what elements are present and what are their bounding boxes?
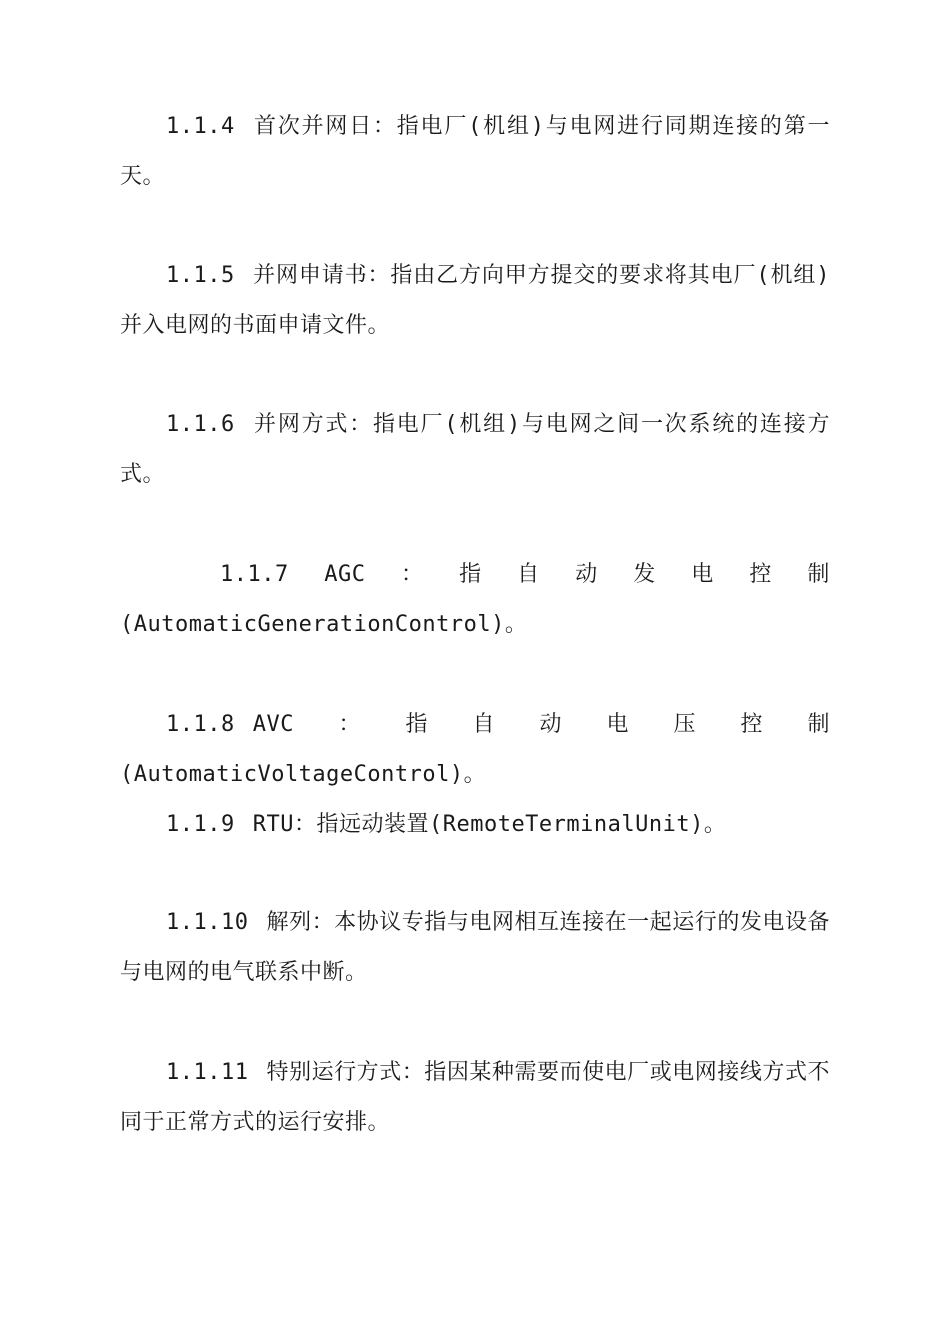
clause-text: RTU：指远动装置(RemoteTerminalUnit)。 (252, 812, 727, 837)
clause-char: 电 (691, 562, 714, 587)
clause-1-1-5 (120, 251, 830, 351)
clause-1-1-7 (120, 550, 830, 650)
clause-text: AVC：指自动电压控制(AutomaticVoltageControl)。 (120, 712, 830, 787)
clause-text: 并网方式：指电厂(机组)与电网之间一次系统的连接方式。 (120, 412, 830, 487)
clause-colon: ： (401, 562, 424, 587)
clause-1-1-6 (120, 400, 830, 500)
clause-text: 并网申请书：指由乙方向甲方提交的要求将其电厂(机组)并入电网的书面申请文件。 (120, 263, 830, 338)
clause-number: 1.1.10 (166, 910, 249, 935)
clause-number: 1.1.11 (166, 1060, 249, 1085)
clause-char: 动 (575, 562, 598, 587)
clause-number: 1.1.8 (166, 712, 235, 737)
clause-char: 制 (807, 562, 830, 587)
clause-char: 自 (517, 562, 540, 587)
clause-char: 控 (749, 562, 772, 587)
clause-text: 首次并网日：指电厂(机组)与电网进行同期连接的第一天。 (120, 114, 830, 189)
clause-text: 解列：本协议专指与电网相互连接在一起运行的发电设备与电网的电气联系中断。 (120, 910, 830, 985)
clause-1-1-11 (120, 1048, 830, 1148)
clause-char: 指 (459, 562, 482, 587)
clause-line-spread (120, 550, 830, 600)
clause-text-tail: (AutomaticGenerationControl)。 (120, 612, 528, 637)
clause-number: 1.1.6 (166, 412, 235, 437)
clause-1-1-4 (120, 102, 830, 202)
clause-number: 1.1.5 (166, 263, 235, 288)
clause-1-1-8 (120, 700, 830, 800)
clause-number: 1.1.7 (220, 562, 289, 587)
clause-term: AGC (324, 562, 366, 587)
clause-1-1-9 (120, 800, 830, 850)
clause-char: 发 (633, 562, 656, 587)
clause-1-1-10 (120, 898, 830, 998)
clause-number: 1.1.9 (166, 812, 235, 837)
clause-number: 1.1.4 (166, 114, 235, 139)
clause-text: 特别运行方式：指因某种需要而使电厂或电网接线方式不同于正常方式的运行安排。 (120, 1060, 830, 1135)
